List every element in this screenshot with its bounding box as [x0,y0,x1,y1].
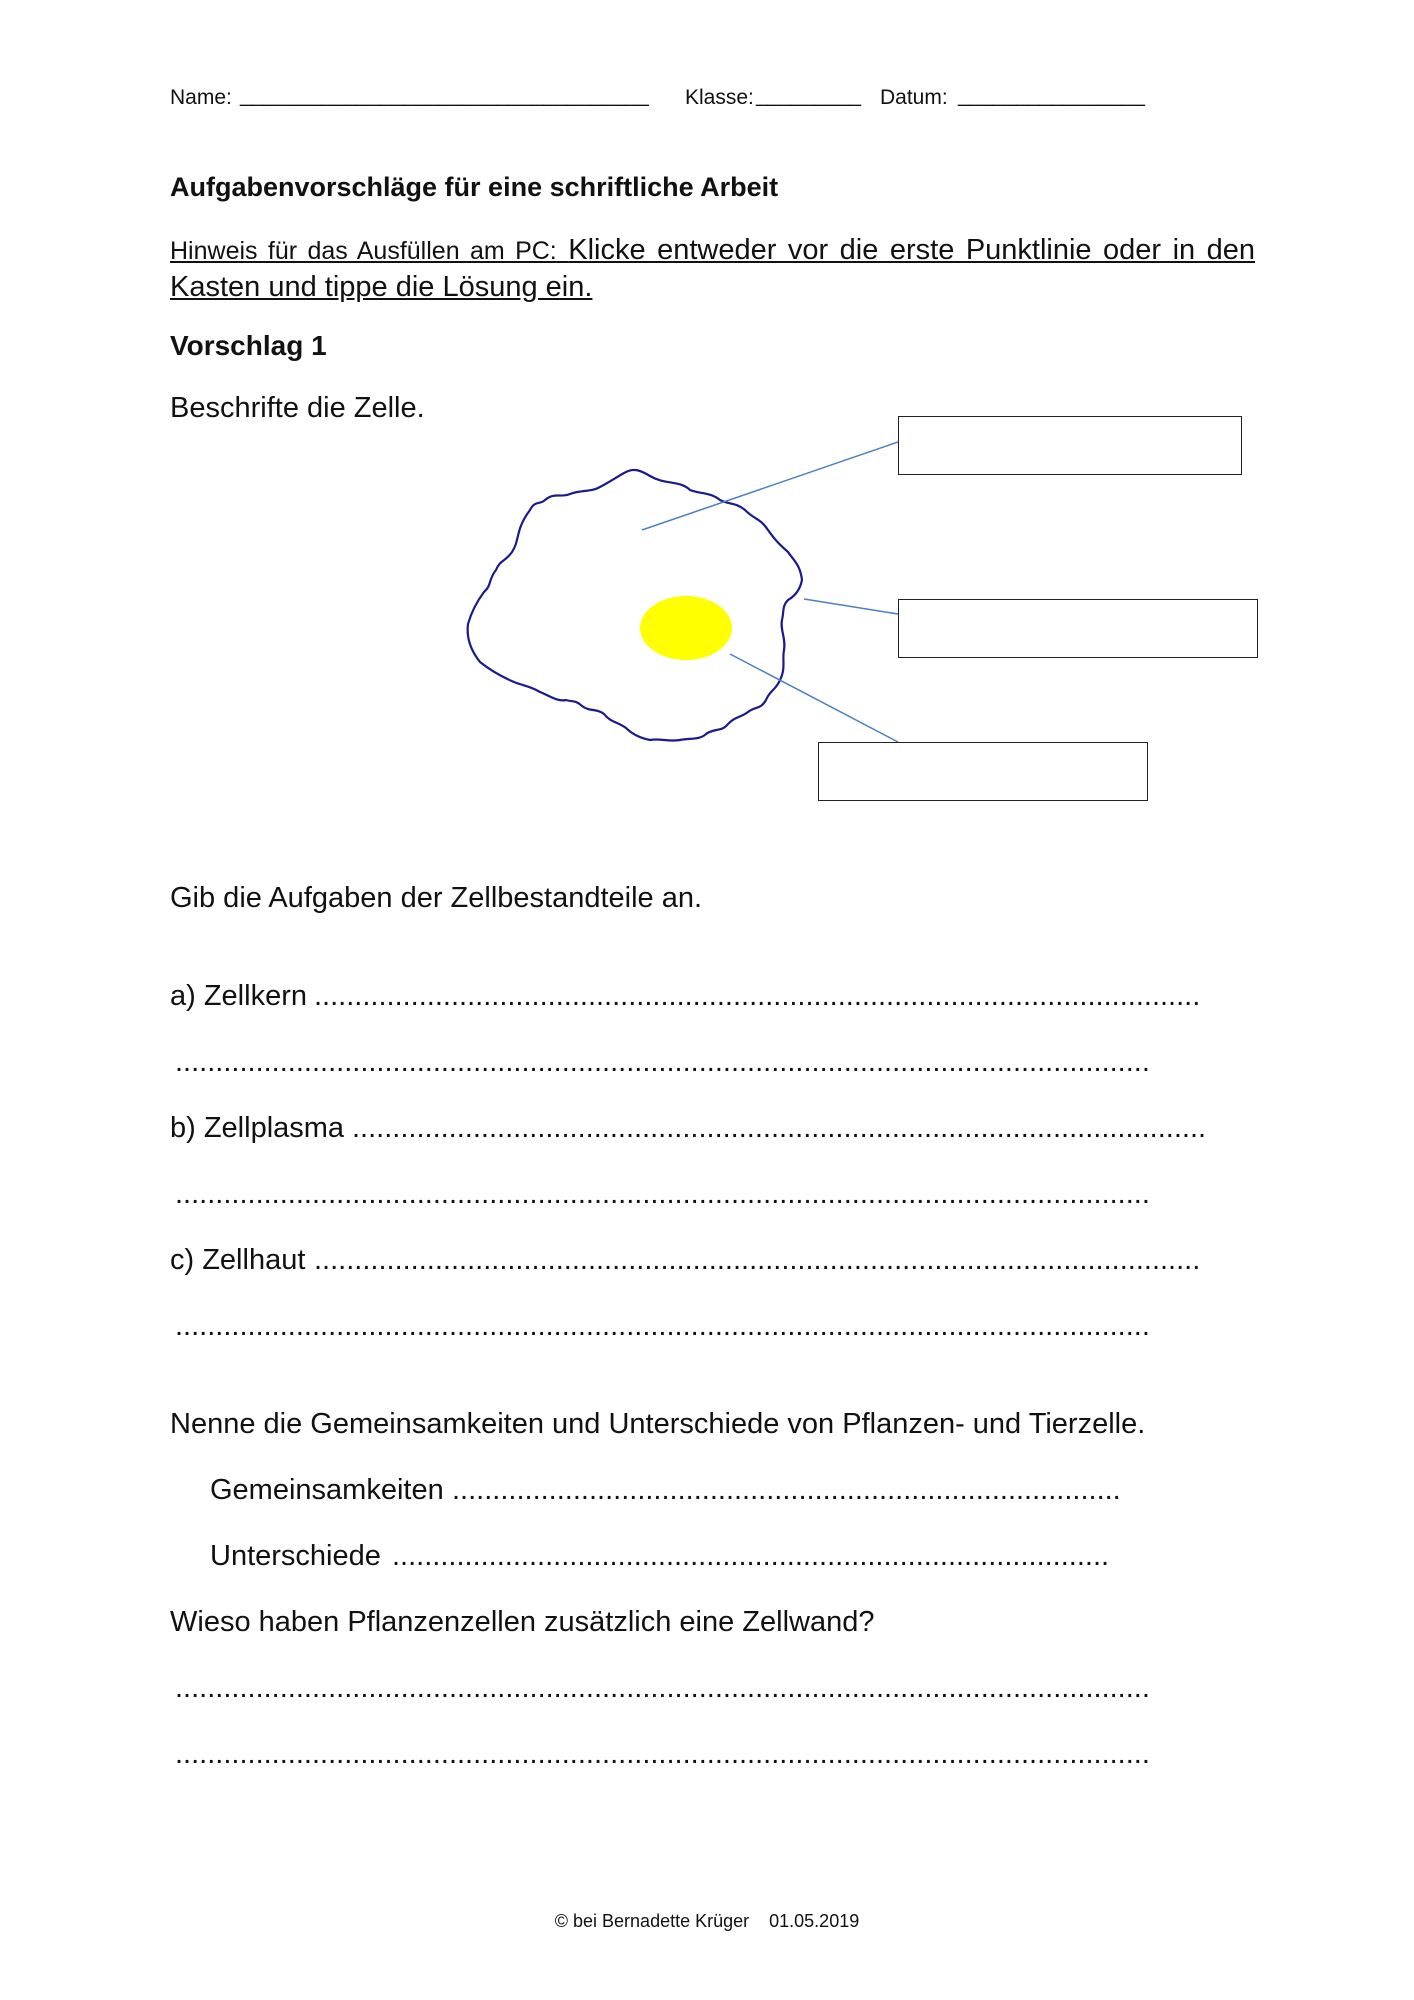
diff-label: Unterschiede [210,1540,381,1572]
task-label-cell: Beschrifte die Zelle. [170,392,425,424]
common-label: Gemeinsamkeiten [210,1474,444,1506]
name-field[interactable]: ___________________________________ [240,84,649,107]
item-c-answer-line-1[interactable]: .............................................................................................................. [314,1244,1201,1276]
name-label: Name: [170,86,232,109]
date-label: Datum: [880,86,948,109]
item-a-answer-line-2[interactable]: ......................................................................................................................... [175,1046,1150,1078]
task-label-comparison: Nenne die Gemeinsamkeiten und Unterschiede von Pflanzen- und Tierzelle. [170,1408,1146,1440]
item-b-answer-line-2[interactable]: ......................................................................................................................... [175,1178,1150,1210]
item-a-answer-line-1[interactable]: .............................................................................................................. [314,980,1201,1012]
date-field[interactable]: ________________ [958,84,1145,107]
cell-wall-answer-line-2[interactable]: ......................................................................................................................... [175,1738,1150,1770]
item-c-label: c) Zellhaut [170,1244,306,1276]
item-b-label: b) Zellplasma [170,1112,345,1144]
label-box-bottom[interactable] [818,742,1148,801]
cell-wall-answer-line-1[interactable]: ......................................................................................................................... [175,1672,1150,1704]
class-field[interactable]: _________ [756,84,862,107]
pointer-line-plasma [642,442,898,530]
hint-text: Klicke entweder vor die erste Punktlinie oder in den Kasten und tippe die Lösung ein. [170,234,1256,303]
footer-credit: © bei Bernadette Krüger 01.05.2019 [554,1911,860,1931]
diff-answer-line[interactable]: ......................................................................................... [392,1540,1110,1572]
task-label-functions: Gib die Aufgaben der Zellbestandteile an. [170,882,703,914]
cell-membrane [468,470,802,741]
common-answer-line[interactable]: ................................................................................... [452,1474,1121,1506]
item-b-answer-line-1[interactable]: .......................................................................................................... [352,1112,1207,1144]
label-box-middle[interactable] [898,599,1258,658]
item-a-label: a) Zellkern [170,980,307,1012]
item-c-answer-line-2[interactable]: ......................................................................................................................... [175,1310,1150,1342]
label-box-top[interactable] [898,416,1242,475]
cell-nucleus [640,596,732,660]
pointer-line-membrane [804,599,898,614]
task-label-cell-wall: Wieso haben Pflanzenzellen zusätzlich eine Zellwand? [170,1606,875,1638]
class-label: Klasse: [685,86,754,109]
section-title: Vorschlag 1 [170,330,327,361]
pointer-line-nucleus [730,654,898,742]
page-title: Aufgabenvorschläge für eine schriftliche Arbeit [170,172,779,202]
hint-lead: Hinweis für das Ausfüllen am PC: [170,237,557,265]
